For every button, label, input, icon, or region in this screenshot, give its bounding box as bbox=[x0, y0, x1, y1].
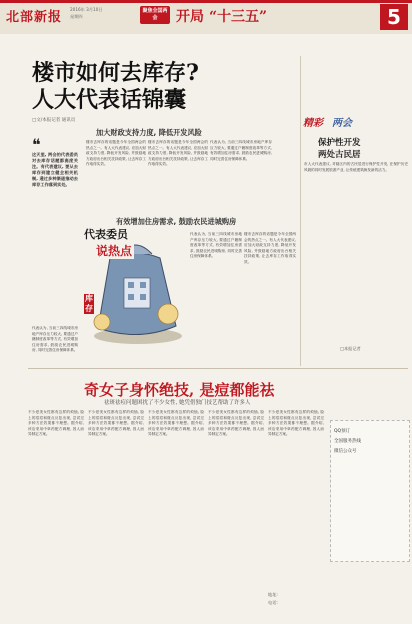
bottom-column-1: 不少爱美女性都有这样的烦恼, 脸上的痘痘和斑点反复出现, 尝试过多种方法效果都不理想。据介绍, 该店采用中草药配方调理, 因人而异制定方案。 bbox=[28, 410, 84, 437]
lead-text: 这天里, 两会的代表委员对去库存话题都高度关注。有代表建议, 要从去库存到建立健全相关机制, 通过多种渠道推动去库存工作落到实处。 bbox=[32, 152, 78, 187]
paper-name: 北部新报 bbox=[6, 10, 63, 25]
bottom-column-5: 不少爱美女性都有这样的烦恼, 脸上的痘痘和斑点反复出现, 尝试过多种方法效果都不理想。据介绍, 该店采用中草药配方调理, 因人而异制定方案。 bbox=[268, 410, 324, 437]
ad-line-1: QQ预订 bbox=[334, 429, 351, 434]
page-number: 5 bbox=[387, 5, 401, 29]
section-banner: 聚焦全国两会 bbox=[142, 8, 168, 21]
bottom-column-2: 不少爱美女性都有这样的烦恼, 脸上的痘痘和斑点反复出现, 尝试过多种方法效果都不理想。据介绍, 该店采用中草药配方调理, 因人而异制定方案。 bbox=[88, 410, 144, 437]
subhead-2: 有效增加住房需求, 鼓励农民进城购房 bbox=[116, 217, 237, 226]
illustration-caption-2: 说热点 bbox=[96, 244, 133, 258]
sidebar-label-b: 两会 bbox=[332, 118, 352, 129]
ad-line-3: 微信公众号 bbox=[334, 449, 357, 454]
headline-line-2: 人大代表话锦囊 bbox=[32, 87, 187, 113]
bottom-subhead: 祛斑祛痘问题困扰了不少女性, 她凭借独门技艺帮助了许多人 bbox=[104, 400, 251, 406]
bottom-column-4: 不少爱美女性都有这样的烦恼, 脸上的痘痘和斑点反复出现, 尝试过多种方法效果都不理想。据介绍, 该店采用中草药配方调理, 因人而异制定方案。 bbox=[208, 410, 264, 437]
phone-label: 电话: bbox=[268, 600, 278, 605]
main-byline: □文/本报记者 通讯员 bbox=[32, 118, 76, 123]
illustration-caption-1: 代表委员 bbox=[84, 228, 128, 241]
body-column-1: 楼市去库存的话题是今年全国两会的热点之一。有人大代表建议, 应加大财政支持力度, 降低开发风险, 并鼓励地方政府出台相关扶持政策, 让去库存工作取得实效。 bbox=[86, 140, 146, 167]
subhead-1: 加大财政支持力度, 降低开发风险 bbox=[96, 128, 202, 137]
lead-quote-icon: ❝ bbox=[32, 135, 41, 154]
sidebar-byline: □本报记者 bbox=[340, 346, 361, 351]
headline-line-1: 楼市如何去库存? bbox=[32, 60, 199, 86]
body-column-5: 楼市去库存的话题是今年全国两会的热点之一。有人大代表建议, 应加大财政支持力度, 降低开发风险, 并鼓励地方政府出台相关扶持政策, 让去库存工作取得实效。 bbox=[244, 232, 296, 264]
sidebar-divider bbox=[300, 56, 301, 366]
ad-line-2: 全国服务热线 bbox=[334, 439, 361, 444]
body-column-3: 代表认为, 当前三四线城市房地产库存压力较大, 要通过户籍制度改革等方式, 有效增加住房需求, 鼓励农民进城购房, 同时完善住房保障体系。 bbox=[210, 140, 272, 161]
sidebar-headline-2: 两处古民居 bbox=[318, 150, 361, 160]
body-column-4: 代表认为, 当前三四线城市房地产库存压力较大, 要通过户籍制度改革等方式, 有效增加住房需求, 鼓励农民进城购房, 同时完善住房保障体系。 bbox=[190, 232, 242, 259]
bottom-headline: 奇女子身怀绝技, 是痘都能祛 bbox=[84, 381, 275, 399]
address-label: 地址: bbox=[268, 592, 278, 597]
slogan-a: 开局 bbox=[176, 9, 204, 25]
slogan-b: “十三五” bbox=[209, 9, 268, 25]
bottom-column-3: 不少爱美女性都有这样的烦恼, 脸上的痘痘和斑点反复出现, 尝试过多种方法效果都不理想。据介绍, 该店采用中草药配方调理, 因人而异制定方案。 bbox=[148, 410, 204, 437]
masthead-rule bbox=[0, 0, 412, 3]
weekday: 星期四 bbox=[70, 14, 83, 19]
body-column-6: 代表认为, 当前三四线城市房地产库存压力较大, 要通过户籍制度改革等方式, 有效增加住房需求, 鼓励农民进城购房, 同时完善住房保障体系。 bbox=[32, 326, 78, 353]
sidebar-headline-1: 保护性开发 bbox=[318, 138, 361, 148]
body-column-2: 楼市去库存的话题是今年全国两会的热点之一。有人大代表建议, 应加大财政支持力度, 降低开发风险, 并鼓励地方政府出台相关扶持政策, 让去库存工作取得实效。 bbox=[148, 140, 208, 167]
sidebar-body: 市人大代表建议, 对辖区内的古民居进行保护性开发, 在保护历史风貌的同时发展旅游产业, 让传统建筑焕发新的活力。 bbox=[304, 162, 408, 172]
date-line: 2016年 3月10日 bbox=[70, 7, 103, 12]
illustration-stamp-label: 库存 bbox=[85, 294, 93, 313]
section-rule bbox=[28, 368, 408, 369]
sidebar-label-a: 精彩 bbox=[303, 118, 323, 129]
